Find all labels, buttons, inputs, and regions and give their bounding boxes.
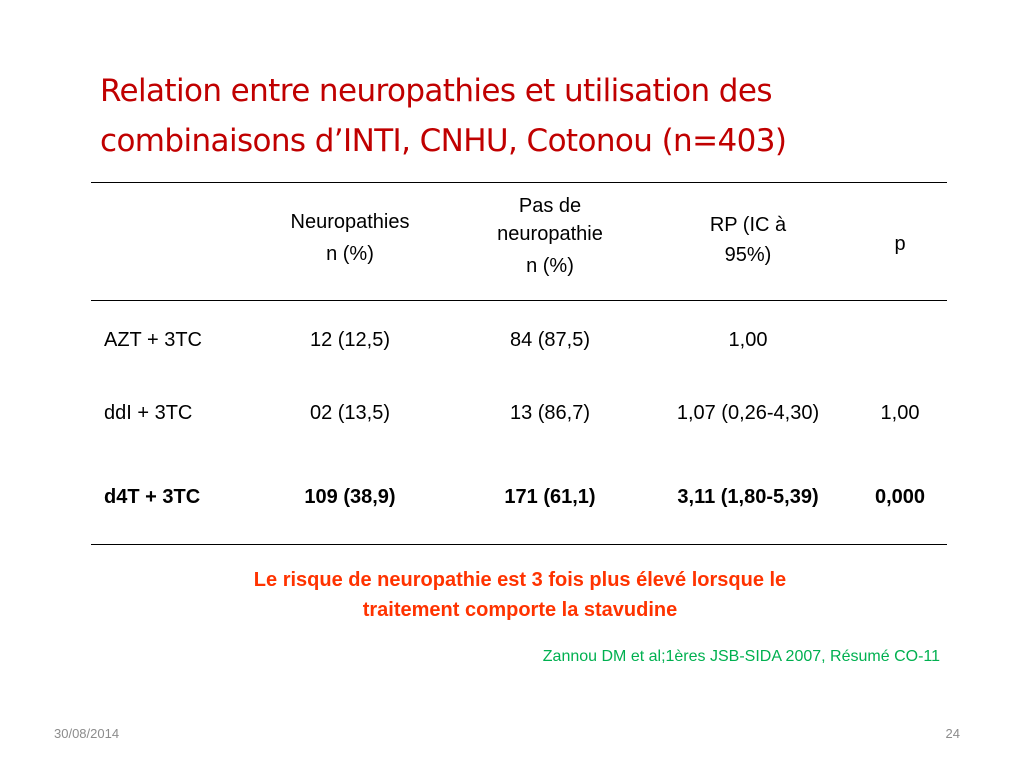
row-no-neuropathy: 13 (86,7) bbox=[509, 402, 591, 424]
header-p bbox=[860, 228, 940, 260]
conclusion-line-2: traitement comporte la stavudine bbox=[362, 599, 678, 621]
table-bottom-rule bbox=[91, 544, 947, 545]
header-no-neuropathy-unit: n (%) bbox=[526, 255, 574, 277]
slide-title-line-2: combinaisons d’INTI, CNHU, Cotonou (n=403) bbox=[100, 123, 787, 159]
table-header-rule bbox=[91, 300, 947, 301]
footer-date: 30/08/2014 bbox=[54, 726, 120, 741]
header-no-neuropathy-line-1: Pas de bbox=[518, 195, 582, 217]
header-neuropathies-label: Neuropathies bbox=[290, 211, 410, 233]
header-rp bbox=[648, 210, 848, 270]
footer-page-number: 24 bbox=[945, 726, 960, 741]
row-rp: 1,07 (0,26-4,30) bbox=[676, 402, 820, 424]
row-neuropathies: 109 (38,9) bbox=[304, 486, 396, 508]
slide-title-line-1: Relation entre neuropathies et utilisation des bbox=[100, 73, 772, 109]
conclusion-text bbox=[100, 565, 940, 625]
row-treatment: d4T + 3TC bbox=[104, 486, 201, 508]
header-neuropathies bbox=[250, 206, 450, 270]
row-neuropathies: 12 (12,5) bbox=[309, 329, 391, 351]
row-p: 0,000 bbox=[874, 486, 926, 508]
conclusion-line-1: Le risque de neuropathie est 3 fois plus élevé lorsque le bbox=[253, 569, 787, 591]
row-rp: 1,00 bbox=[728, 329, 768, 351]
row-no-neuropathy: 84 (87,5) bbox=[509, 329, 591, 351]
header-rp-line-2: 95%) bbox=[724, 244, 772, 266]
header-rp-line-1: RP (IC à bbox=[709, 214, 787, 236]
header-no-neuropathy bbox=[450, 190, 650, 282]
slide-title bbox=[100, 66, 980, 166]
header-no-neuropathy-line-2: neuropathie bbox=[497, 223, 603, 245]
header-neuropathies-unit: n (%) bbox=[326, 243, 374, 265]
row-treatment: AZT + 3TC bbox=[104, 329, 202, 351]
row-neuropathies: 02 (13,5) bbox=[309, 402, 391, 424]
header-p-label: p bbox=[894, 233, 906, 255]
row-treatment: ddI + 3TC bbox=[104, 402, 193, 424]
row-p: 1,00 bbox=[880, 402, 920, 424]
reference-citation: Zannou DM et al;1ères JSB-SIDA 2007, Résumé CO-11 bbox=[542, 648, 940, 665]
table-top-rule bbox=[91, 182, 947, 183]
row-rp: 3,11 (1,80-5,39) bbox=[677, 486, 819, 508]
row-no-neuropathy: 171 (61,1) bbox=[504, 486, 596, 508]
